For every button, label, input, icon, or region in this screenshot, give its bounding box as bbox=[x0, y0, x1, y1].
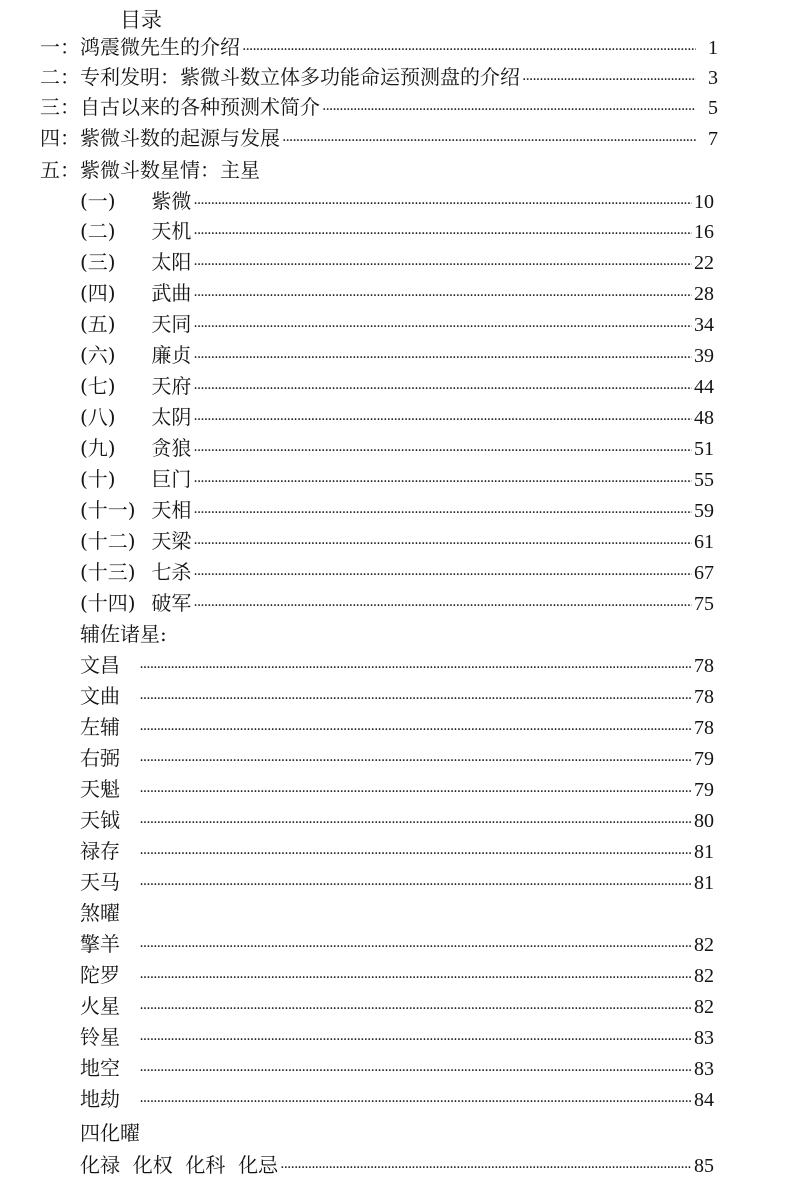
page-number: 34 bbox=[694, 314, 714, 336]
entry-name: 火星 bbox=[80, 994, 120, 1018]
page-number: 39 bbox=[694, 345, 714, 367]
section-label: 二：专利发明：紫微斗数立体多功能命运预测盘的介绍 bbox=[40, 65, 520, 89]
main-stars-heading: 五：紫微斗数星情：主星 bbox=[40, 158, 260, 182]
entry-number: (十四) bbox=[80, 591, 136, 615]
page-number: 85 bbox=[694, 1155, 714, 1177]
toc-entry bbox=[80, 247, 714, 280]
page-number: 59 bbox=[694, 500, 714, 522]
toc-entry bbox=[80, 650, 714, 683]
leader-dots bbox=[193, 374, 692, 404]
leader-dots bbox=[193, 467, 692, 497]
toc-entry bbox=[80, 371, 714, 404]
page-number: 51 bbox=[694, 438, 714, 460]
leader-dots bbox=[139, 1056, 692, 1086]
page-number: 79 bbox=[694, 748, 714, 770]
entry-name: 贪狼 bbox=[151, 436, 192, 460]
toc-section bbox=[40, 92, 718, 125]
leader-dots bbox=[193, 498, 692, 528]
section-label: 四：紫微斗数的起源与发展 bbox=[40, 126, 280, 150]
leader-dots bbox=[193, 219, 692, 249]
leader-dots bbox=[193, 312, 692, 342]
leader-dots bbox=[193, 343, 692, 373]
page-number: 16 bbox=[694, 221, 714, 243]
page-number: 48 bbox=[694, 407, 714, 429]
entry-name: 武曲 bbox=[151, 281, 192, 305]
leader-dots bbox=[139, 932, 692, 962]
toc-entry bbox=[80, 1053, 714, 1086]
toc-entry bbox=[80, 867, 714, 900]
leader-dots bbox=[193, 591, 692, 621]
sihua-heading: 四化曜 bbox=[80, 1121, 140, 1145]
entry-name: 天梁 bbox=[151, 529, 192, 553]
page-number: 80 bbox=[694, 810, 714, 832]
entry-name: 禄存 bbox=[80, 839, 120, 863]
page-number: 61 bbox=[694, 531, 714, 553]
leader-dots bbox=[139, 684, 692, 714]
entry-name: 天马 bbox=[80, 870, 120, 894]
leader-dots bbox=[139, 777, 692, 807]
section-label: 一：鸿震微先生的介绍 bbox=[40, 35, 240, 59]
entry-number: (三) bbox=[80, 250, 116, 274]
page-number: 82 bbox=[694, 965, 714, 987]
page-number: 78 bbox=[694, 655, 714, 677]
toc-entry bbox=[80, 557, 714, 590]
entry-name: 紫微 bbox=[151, 189, 192, 213]
entry-number: (十二) bbox=[80, 529, 136, 553]
entry-name: 巨门 bbox=[151, 467, 192, 491]
toc-entry bbox=[80, 402, 714, 435]
leader-dots bbox=[193, 250, 692, 280]
entry-name: 太阴 bbox=[151, 405, 192, 429]
toc-entry bbox=[80, 309, 714, 342]
entry-name: 天同 bbox=[151, 312, 192, 336]
entry-name: 太阳 bbox=[151, 250, 192, 274]
leader-dots bbox=[193, 405, 692, 435]
toc-entry bbox=[80, 1022, 714, 1055]
aux-stars-heading: 辅佐诸星: bbox=[80, 622, 167, 646]
leader-dots bbox=[193, 281, 692, 311]
toc-entry bbox=[80, 774, 714, 807]
toc-entry bbox=[80, 712, 714, 745]
entry-number: (七) bbox=[80, 374, 116, 398]
page-number: 81 bbox=[694, 841, 714, 863]
leader-dots bbox=[139, 808, 692, 838]
toc-entry bbox=[80, 278, 714, 311]
entry-name: 陀罗 bbox=[80, 963, 120, 987]
toc-entry bbox=[80, 216, 714, 249]
toc-entry bbox=[80, 526, 714, 559]
entry-number: (四) bbox=[80, 281, 116, 305]
page-number: 81 bbox=[694, 872, 714, 894]
toc-entry bbox=[80, 464, 714, 497]
leader-dots bbox=[193, 436, 692, 466]
toc-entry bbox=[80, 1150, 714, 1183]
toc-entry bbox=[80, 495, 714, 528]
leader-dots bbox=[522, 65, 696, 95]
entry-number: (十一) bbox=[80, 498, 136, 522]
entry-name: 天府 bbox=[151, 374, 192, 398]
page-number: 7 bbox=[708, 128, 718, 150]
page-number: 82 bbox=[694, 934, 714, 956]
entry-name: 地空 bbox=[80, 1056, 120, 1080]
entry-name: 破军 bbox=[151, 591, 192, 615]
page-number: 44 bbox=[694, 376, 714, 398]
toc-entry bbox=[80, 991, 714, 1024]
entry-name: 地劫 bbox=[80, 1087, 120, 1111]
page-number: 79 bbox=[694, 779, 714, 801]
leader-dots bbox=[139, 715, 692, 745]
toc-entry bbox=[80, 1084, 714, 1117]
entry-name: 右弼 bbox=[80, 746, 120, 770]
entry-number: (十三) bbox=[80, 560, 136, 584]
entry-number: (十) bbox=[80, 467, 116, 491]
leader-dots bbox=[282, 126, 696, 156]
page-number: 78 bbox=[694, 717, 714, 739]
leader-dots bbox=[193, 560, 692, 590]
toc-section bbox=[40, 123, 718, 156]
leader-dots bbox=[139, 963, 692, 993]
leader-dots bbox=[139, 870, 692, 900]
page-number: 84 bbox=[694, 1089, 714, 1111]
page-number: 75 bbox=[694, 593, 714, 615]
section-label: 三：自古以来的各种预测术简介 bbox=[40, 95, 320, 119]
toc-entry bbox=[80, 186, 714, 219]
leader-dots bbox=[139, 746, 692, 776]
page-number: 82 bbox=[694, 996, 714, 1018]
toc-entry bbox=[80, 805, 714, 838]
entry-number: (五) bbox=[80, 312, 116, 336]
leader-dots bbox=[193, 529, 692, 559]
entry-name: 天机 bbox=[151, 219, 192, 243]
toc-entry bbox=[80, 929, 714, 962]
leader-dots bbox=[139, 994, 692, 1024]
toc-entry bbox=[80, 836, 714, 869]
page-number: 83 bbox=[694, 1027, 714, 1049]
sha-stars-heading: 煞曜 bbox=[80, 901, 120, 925]
entry-name: 擎羊 bbox=[80, 932, 120, 956]
entry-name: 七杀 bbox=[151, 560, 192, 584]
page-number: 22 bbox=[694, 252, 714, 274]
leader-dots bbox=[139, 1087, 692, 1117]
toc-entry bbox=[80, 681, 714, 714]
page-number: 10 bbox=[694, 191, 714, 213]
entry-name: 文曲 bbox=[80, 684, 120, 708]
toc-section bbox=[40, 62, 718, 95]
leader-dots bbox=[322, 95, 696, 125]
entry-name: 廉贞 bbox=[151, 343, 192, 367]
leader-dots bbox=[280, 1153, 692, 1183]
toc-entry bbox=[80, 340, 714, 373]
entry-name: 左辅 bbox=[80, 715, 120, 739]
toc-entry bbox=[80, 433, 714, 466]
entry-number: (六) bbox=[80, 343, 116, 367]
leader-dots bbox=[242, 35, 696, 65]
page-number: 1 bbox=[708, 37, 718, 59]
entry-name: 化禄 化权 化科 化忌 bbox=[80, 1153, 279, 1177]
entry-number: (二) bbox=[80, 219, 116, 243]
leader-dots bbox=[139, 653, 692, 683]
toc-section bbox=[40, 32, 718, 65]
entry-number: (九) bbox=[80, 436, 116, 460]
entry-name: 文昌 bbox=[80, 653, 120, 677]
page-number: 55 bbox=[694, 469, 714, 491]
page-number: 78 bbox=[694, 686, 714, 708]
leader-dots bbox=[139, 1025, 692, 1055]
entry-name: 天相 bbox=[151, 498, 192, 522]
page-number: 3 bbox=[708, 67, 718, 89]
leader-dots bbox=[193, 189, 692, 219]
toc-entry bbox=[80, 743, 714, 776]
toc-title: 目录 bbox=[120, 8, 162, 32]
page-number: 67 bbox=[694, 562, 714, 584]
entry-number: (一) bbox=[80, 189, 116, 213]
entry-number: (八) bbox=[80, 405, 116, 429]
page-number: 83 bbox=[694, 1058, 714, 1080]
entry-name: 天钺 bbox=[80, 808, 120, 832]
entry-name: 天魁 bbox=[80, 777, 120, 801]
toc-entry bbox=[80, 588, 714, 621]
page-number: 28 bbox=[694, 283, 714, 305]
page-number: 5 bbox=[708, 97, 718, 119]
entry-name: 铃星 bbox=[80, 1025, 120, 1049]
toc-entry bbox=[80, 960, 714, 993]
leader-dots bbox=[139, 839, 692, 869]
